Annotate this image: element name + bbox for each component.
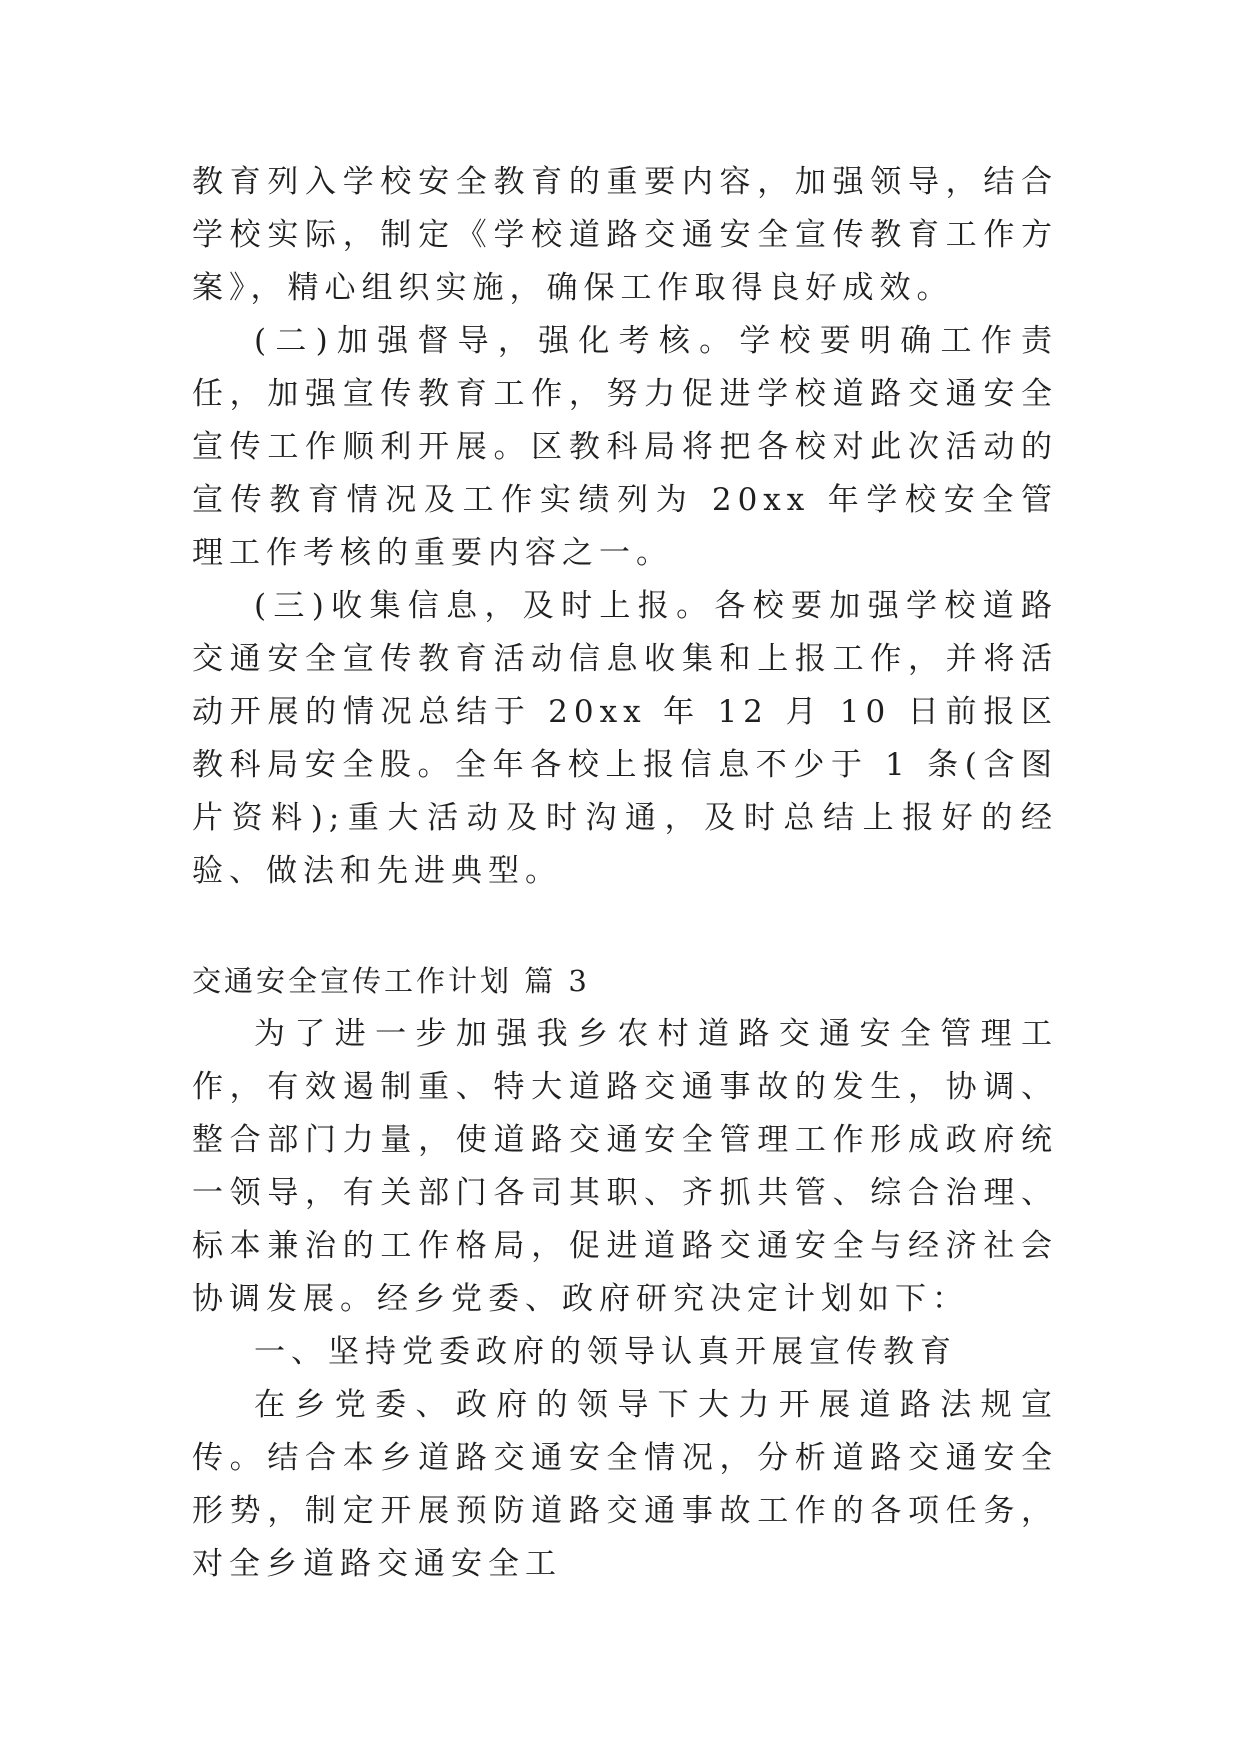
- paragraph-reporting: (三)收集信息，及时上报。各校要加强学校道路交通安全宣传教育活动信息收集和上报工作，并将活动开展的情况总结于 20xx 年 12 月 10 日前报区教科局安全股。全年各校上报信息不少于 1 条(含图片资料);重大活动及时沟通，及时总结上报好的经验、做法和先进典型。: [192, 588, 1058, 889]
- section-heading: 交通安全宣传工作计划 篇 3: [192, 964, 590, 998]
- paragraph-subheading: 一、坚持党委政府的领导认真开展宣传教育: [254, 1334, 957, 1370]
- paragraph-continuation: 教育列入学校安全教育的重要内容，加强领导，结合学校实际，制定《学校道路交通安全宣传教育工作方案》，精心组织实施，确保工作取得良好成效。: [192, 164, 1058, 306]
- paragraph-supervision: (二)加强督导，强化考核。学校要明确工作责任，加强宣传教育工作，努力促进学校道路交通安全宣传工作顺利开展。区教科局将把各校对此次活动的宣传教育情况及工作实绩列为 20xx 年学校安全管理工作考核的重要内容之一。: [192, 323, 1058, 571]
- paragraph-publicity: 在乡党委、政府的领导下大力开展道路法规宣传。结合本乡道路交通安全情况，分析道路交通安全形势，制定开展预防道路交通事故工作的各项任务，对全乡道路交通安全工: [192, 1387, 1058, 1582]
- document-body: [192, 156, 1058, 1591]
- paragraph-intro: 为了进一步加强我乡农村道路交通安全管理工作，有效遏制重、特大道路交通事故的发生，协调、整合部门力量，使道路交通安全管理工作形成政府统一领导，有关部门各司其职、齐抓共管、综合治理、标本兼治的工作格局，促进道路交通安全与经济社会协调发展。经乡党委、政府研究决定计划如下：: [192, 1016, 1058, 1317]
